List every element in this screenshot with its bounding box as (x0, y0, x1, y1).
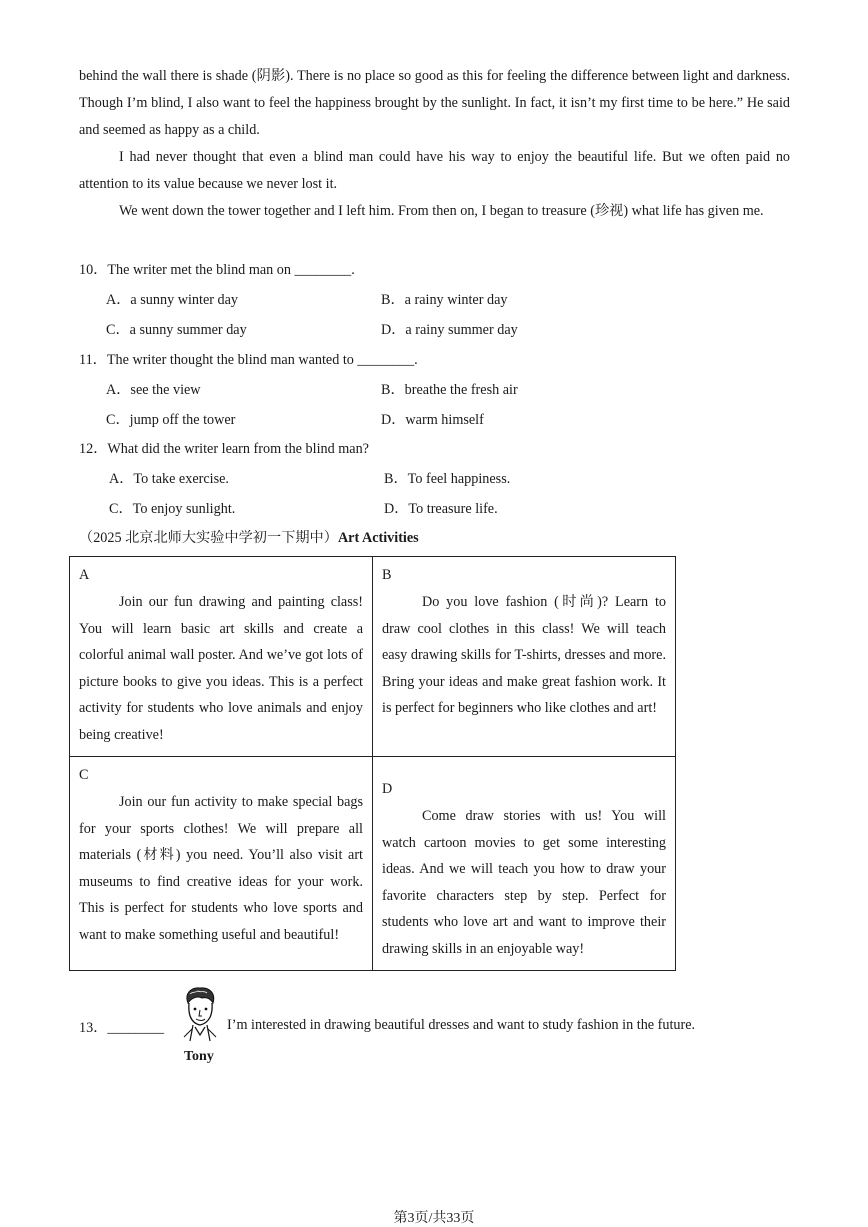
passage-paragraph-1: behind the wall there is shade (阴影). There is no place so good as this for feeling the difference between light and darkness. Though I’m blind, I also want to feel the happiness brought by the sunlight. In fact, it isn’t my first time to be here.” He said and seemed as happy as a child. (79, 68, 790, 138)
table-row (70, 557, 676, 757)
card-text: Come draw stories with us! You will watch cartoon movies to get some interesting ideas. And we will teach you how to draw your favorite characters step by step. Perfect for students who love art and want to improve their drawing skills in an enjoyable way! (382, 808, 666, 957)
q11-option-b[interactable]: B．breathe the fresh air (381, 382, 518, 398)
tony-portrait-icon (176, 985, 224, 1043)
card-b (373, 557, 676, 757)
passage-paragraph-2: I had never thought that even a blind man could have his way to enjoy the beautiful life. But we often paid no attention to its value because we never lost it. (79, 149, 790, 192)
card-c (70, 757, 373, 971)
q12-option-b[interactable]: B．To feel happiness. (384, 471, 511, 487)
q12-option-a[interactable]: A．To take exercise. (109, 471, 229, 487)
q10-option-b[interactable]: B．a rainy winter day (381, 292, 508, 308)
card-d (373, 757, 676, 971)
q11-option-c[interactable]: C．jump off the tower (106, 412, 236, 428)
question-13-text: I’m interested in drawing beautiful dresses and want to study fashion in the future. (227, 1017, 696, 1033)
card-text: Join our fun activity to make special bags for your sports clothes! We will prepare all materials (材料) you need. You’ll also visit art museums to find creative ideas for your work. This is perfect for students who love sports and want to make something useful and beautiful! (79, 794, 363, 943)
tony-name-label: Tony (184, 1049, 214, 1064)
card-letter: C (79, 767, 89, 783)
q10-option-a[interactable]: A．a sunny winter day (106, 292, 238, 308)
question-13-blank[interactable]: 13．________ (79, 1020, 165, 1036)
question-12: 12．What did the writer learn from the blind man? (79, 441, 369, 457)
q10-option-d[interactable]: D．a rainy summer day (381, 322, 518, 338)
q11-option-d[interactable]: D．warm himself (381, 412, 484, 428)
passage-paragraph-3: We went down the tower together and I left him. From then on, I began to treasure (珍视) what life has given me. (119, 203, 764, 219)
q10-option-c[interactable]: C．a sunny summer day (106, 322, 247, 338)
section-heading (79, 527, 419, 547)
q12-option-d[interactable]: D．To treasure life. (384, 501, 498, 517)
q12-option-c[interactable]: C．To enjoy sunlight. (109, 501, 236, 517)
section-title: Art Activities (337, 530, 419, 546)
question-10: 10．The writer met the blind man on ________. (79, 262, 355, 278)
card-text: Join our fun drawing and painting class! You will learn basic art skills and create a colorful animal wall poster. And we’ve got lots of picture books to give you ideas. This is a perfect activity for students who love animals and enjoy being creative! (79, 594, 363, 743)
card-text: Do you love fashion (时尚)? Learn to draw cool clothes in this class! We will teach easy drawing skills for T-shirts, dresses and more. Bring your ideas and make great fashion work. It is perfect for beginners who like clothes and art! (382, 594, 666, 716)
page-footer: 第3页/共33页 (393, 1211, 475, 1226)
question-11: 11．The writer thought the blind man wanted to ________. (79, 352, 418, 368)
card-letter: D (382, 781, 393, 797)
card-letter: A (79, 567, 90, 583)
section-source: （2025 北京北师大实验中学初一下期中） (79, 530, 338, 546)
activities-table (69, 556, 676, 971)
card-a (70, 557, 373, 757)
table-row (70, 757, 676, 971)
q11-option-a[interactable]: A．see the view (106, 382, 201, 398)
card-letter: B (382, 567, 392, 583)
